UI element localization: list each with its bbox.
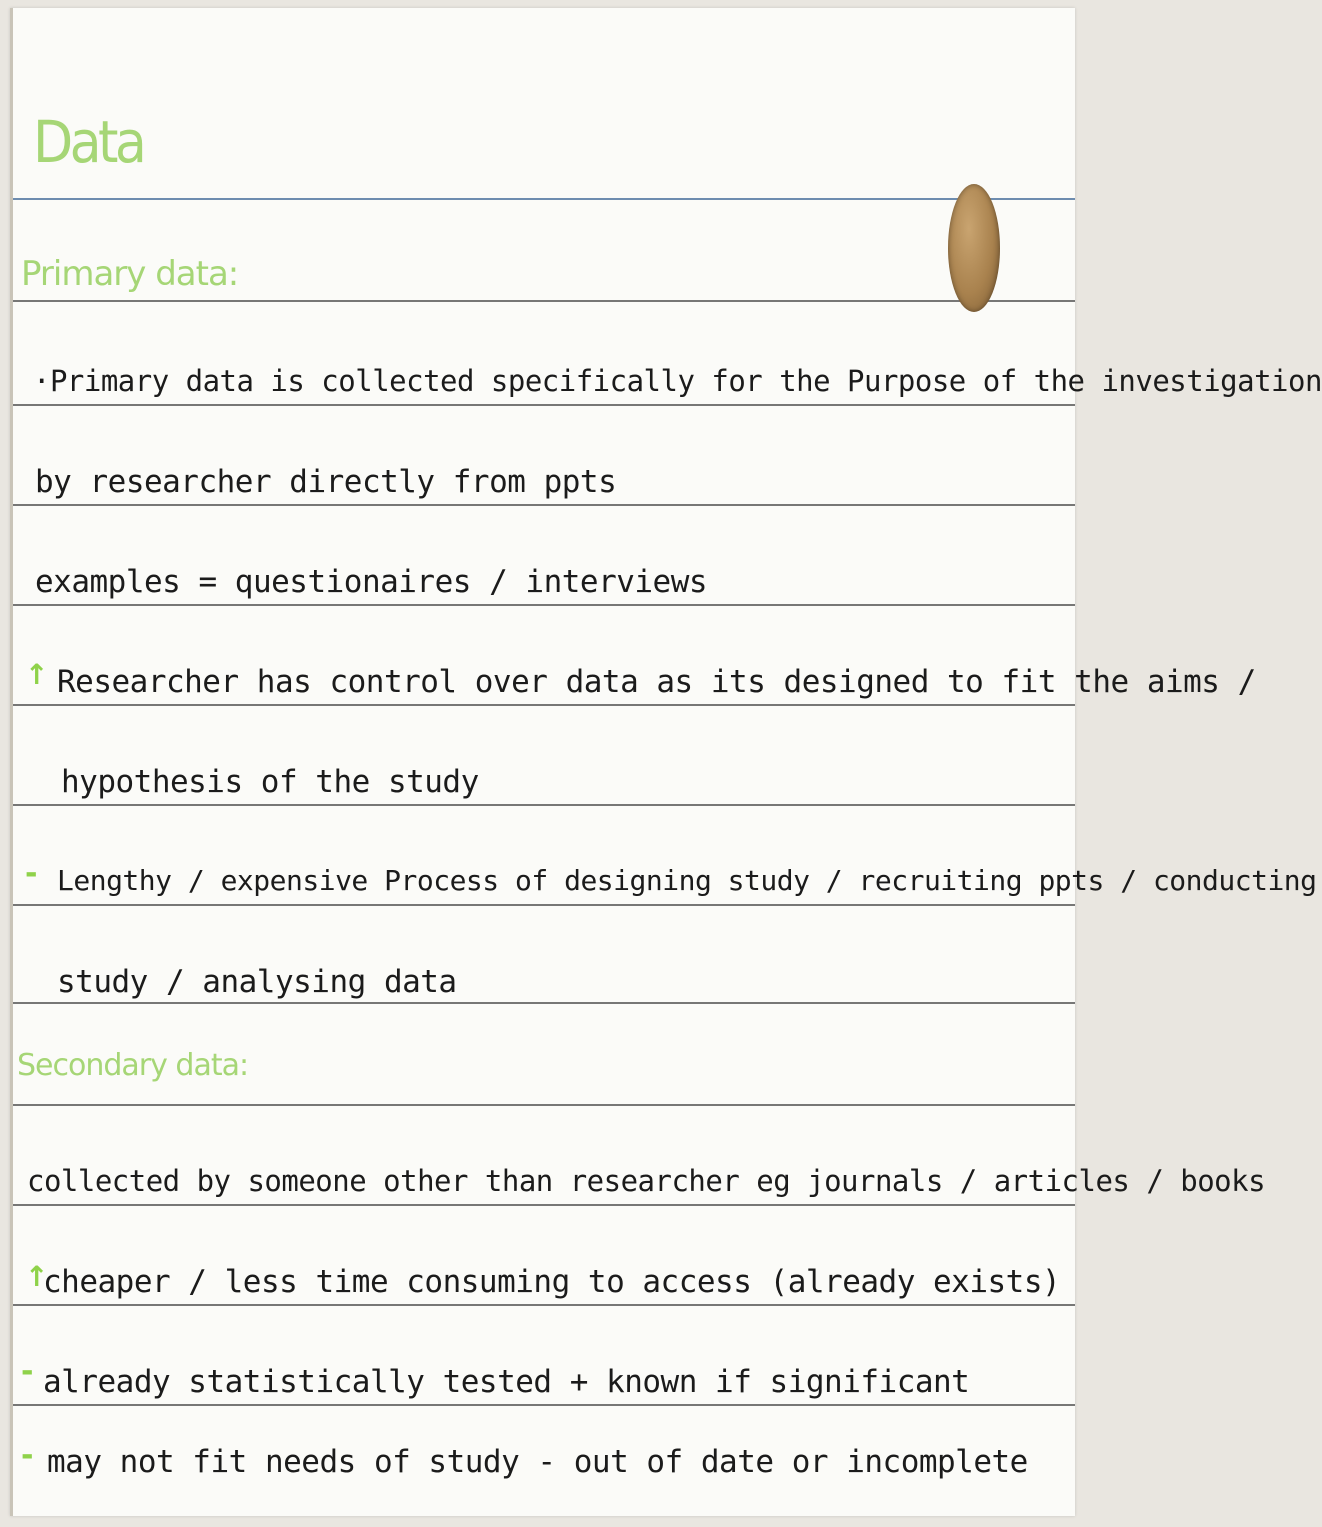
pro-arrow-mark: ↑ [25,1260,49,1293]
ruled-line [13,704,1075,706]
primary-heading: Primary data: [21,254,239,294]
ruled-line [13,604,1075,606]
secondary-line-3: already statistically tested + known if significant [43,1364,970,1400]
primary-con-line-1: Lengthy / expensive Process of designing study / recruiting ppts / conducting [57,864,1317,897]
ruled-line [13,504,1075,506]
ruled-line [13,804,1075,806]
ruled-line [13,300,1075,302]
page-title: Data [33,108,144,176]
punch-hole [948,184,1000,312]
ruled-line [13,904,1075,906]
ruled-line [13,1104,1075,1106]
primary-pro-line-1: Researcher has control over data as its designed to fit the aims / [57,664,1256,700]
primary-con-line-2: study / analysing data [57,964,457,1000]
ruled-line [13,198,1075,200]
primary-pro-line-2: hypothesis of the study [61,764,479,800]
ruled-line [13,404,1075,406]
secondary-con-line: may not fit needs of study - out of date or incomplete [47,1444,1028,1480]
note-card [10,8,1322,1516]
secondary-pro-line: cheaper / less time consuming to access (already exists) [43,1264,1061,1300]
ruled-line [13,1204,1075,1206]
primary-examples: examples = questionaires / interviews [35,564,708,600]
primary-line-1: ·Primary data is collected specifically for the Purpose of the investigation [33,364,1322,398]
ruled-line [13,1002,1075,1004]
pro-arrow-mark: ↑ [25,658,49,691]
ruled-line [13,1304,1075,1306]
secondary-line-1: collected by someone other than researcher eg journals / articles / books [27,1164,1266,1198]
con-dash-mark: - [21,1438,34,1473]
secondary-heading: Secondary data: [17,1048,249,1083]
ruled-line [13,1404,1075,1406]
primary-line-2: by researcher directly from ppts [35,464,617,500]
dash-mark: - [21,1354,34,1389]
con-dash-mark: - [25,856,38,891]
